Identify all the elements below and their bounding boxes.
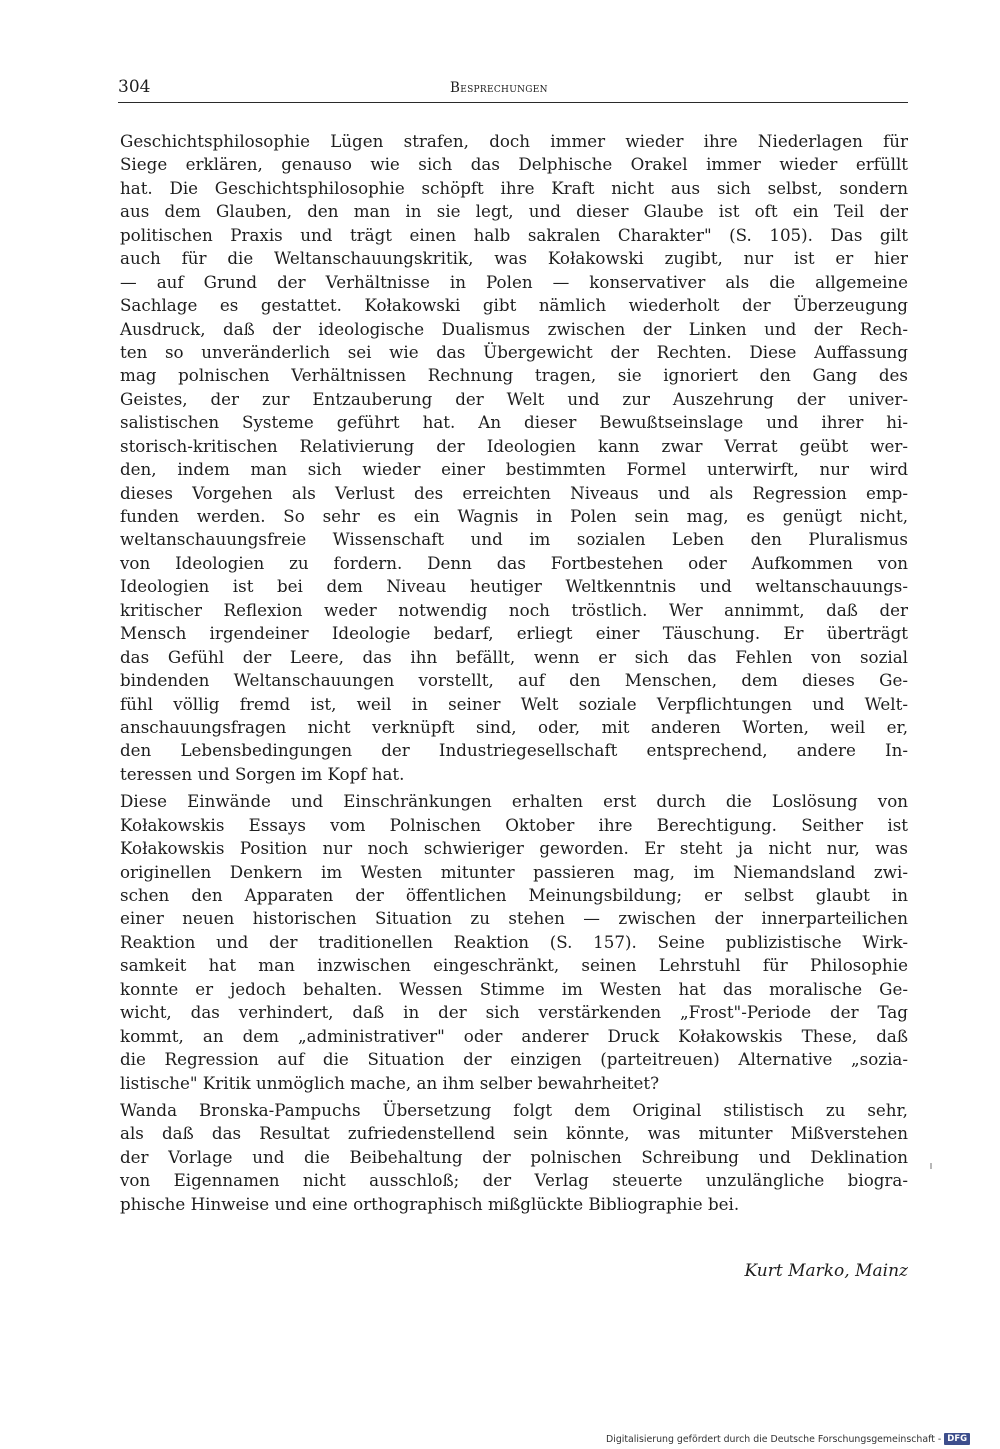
text-line: Diese Einwände und Einschränkungen erhalten erst durch die Loslösung von: [120, 791, 908, 812]
text-line: bindenden Weltanschauungen vorstellt, auf den Menschen, dem dieses Ge-: [120, 670, 908, 691]
text-line: als daß das Resultat zufriedenstellend sein könnte, was mitunter Mißverstehen: [120, 1123, 908, 1144]
text-line: Geschichtsphilosophie Lügen strafen, doch immer wieder ihre Niederlagen für: [120, 131, 908, 151]
text-line: von Eigennamen nicht ausschloß; der Verlag steuerte unzulängliche biogra-: [120, 1170, 908, 1191]
text-line: Geistes, der zur Entzauberung der Welt und zur Auszehrung der univer-: [120, 388, 908, 409]
text-line: auch für die Weltanschauungskritik, was Kołakowski zugibt, nur ist er hier: [120, 248, 908, 269]
paragraph: [120, 790, 908, 1095]
text-line: originellen Denkern im Westen mitunter passieren mag, im Niemandsland zwi-: [120, 861, 908, 882]
text-line: Kołakowskis Essays vom Polnischen Oktober ihre Berechtigung. Seither ist: [120, 814, 908, 835]
text-line: Ideologien ist bei dem Niveau heutiger Weltkenntnis und weltanschauungs-: [120, 576, 908, 597]
text-line: kritischer Reflexion weder notwendig noch tröstlich. Wer annimmt, daß der: [120, 599, 908, 620]
text-line: konnte er jedoch behalten. Wessen Stimme im Westen hat das moralische Ge-: [120, 978, 908, 999]
running-head: Besprechungen: [450, 80, 548, 96]
text-line: kommt, an dem „administrativer" oder anderer Druck Kołakowskis These, daß: [120, 1025, 908, 1046]
paragraph: [120, 1099, 908, 1216]
dfg-logo: DFG: [944, 1433, 970, 1445]
text-line: Reaktion und der traditionellen Reaktion (S. 157). Seine publizistische Wirk-: [120, 931, 908, 952]
text-line: fühl völlig fremd ist, weil in seiner Welt soziale Verpflichtungen und Welt-: [120, 693, 908, 714]
text-line: schen den Apparaten der öffentlichen Meinungsbildung; er selbst glaubt in: [120, 885, 908, 905]
author-signature: Kurt Marko, Mainz: [744, 1261, 908, 1281]
text-line: einer neuen historischen Situation zu stehen — zwischen der innerparteilichen: [120, 908, 908, 929]
text-line: Siege erklären, genauso wie sich das Delphische Orakel immer wieder erfüllt: [120, 154, 908, 175]
paragraph: [120, 130, 908, 786]
text-line: phische Hinweise und eine orthographisch mißglückte Bibliographie bei.: [120, 1193, 740, 1214]
text-line: den Lebensbedingungen der Industriegesellschaft entsprechend, andere In-: [120, 740, 908, 761]
text-line: mag polnischen Verhältnissen Rechnung tragen, sie ignoriert den Gang des: [120, 365, 908, 386]
text-line: — auf Grund der Verhältnisse in Polen — konservativer als die allgemeine: [120, 271, 908, 292]
text-line: Ausdruck, daß der ideologische Dualismus zwischen der Linken und der Rech-: [120, 318, 908, 339]
text-line: das Gefühl der Leere, das ihn befällt, wenn er sich das Fehlen von sozial: [120, 646, 908, 667]
text-line: Mensch irgendeiner Ideologie bedarf, erliegt einer Täuschung. Er überträgt: [120, 623, 908, 644]
text-line: samkeit hat man inzwischen eingeschränkt, seinen Lehrstuhl für Philosophie: [120, 955, 908, 976]
text-line: den, indem man sich wieder einer bestimmten Formel unterwirft, nur wird: [120, 459, 908, 480]
text-line: Sachlage es gestattet. Kołakowski gibt nämlich wiederholt der Überzeugung: [120, 295, 908, 316]
text-line: die Regression auf die Situation der einzigen (parteitreuen) Alternative „sozia-: [120, 1049, 908, 1070]
page-number: 304: [118, 77, 151, 97]
text-line: von Ideologien zu fordern. Denn das Fortbestehen oder Aufkommen von: [120, 552, 908, 573]
page-header: [118, 76, 908, 103]
text-line: Kołakowskis Position nur noch schwieriger geworden. Er steht ja nicht nur, was: [120, 838, 908, 859]
text-line: politischen Praxis und trägt einen halb sakralen Charakter" (S. 105). Das gilt: [120, 224, 908, 245]
text-line: funden werden. So sehr es ein Wagnis in Polen sein mag, es genügt nicht,: [120, 506, 908, 526]
text-line: dieses Vorgehen als Verlust des erreichten Niveaus und als Regression emp-: [120, 482, 908, 503]
text-line: anschauungsfragen nicht verknüpft sind, oder, mit anderen Worten, weil er,: [120, 716, 908, 737]
text-line: weltanschauungsfreie Wissenschaft und im sozialen Leben den Pluralismus: [120, 529, 908, 550]
digitization-credit: [606, 1431, 970, 1447]
text-line: Wanda Bronska-Pampuchs Übersetzung folgt dem Original stilistisch zu sehr,: [120, 1099, 908, 1120]
text-line: aus dem Glauben, den man in sie legt, und dieser Glaube ist oft ein Teil der: [120, 201, 908, 222]
body-text: [120, 130, 908, 1216]
text-line: listische" Kritik unmöglich mache, an ihm selber bewahrheitet?: [120, 1072, 660, 1093]
credit-text: Digitalisierung gefördert durch die Deutsche Forschungsgemeinschaft -: [606, 1433, 942, 1445]
text-line: wicht, das verhindert, daß in der sich verstärkenden „Frost"-Periode der Tag: [120, 1002, 908, 1023]
text-line: ten so unveränderlich sei wie das Übergewicht der Rechten. Diese Auffassung: [120, 341, 908, 362]
margin-mark: [930, 1163, 932, 1169]
text-line: salistischen Systeme geführt hat. An dieser Bewußtseinslage und ihrer hi-: [120, 412, 908, 433]
text-line: der Vorlage und die Beibehaltung der polnischen Schreibung und Deklination: [120, 1146, 908, 1167]
text-line: hat. Die Geschichtsphilosophie schöpft ihre Kraft nicht aus sich selbst, sondern: [120, 177, 908, 198]
text-line: teressen und Sorgen im Kopf hat.: [120, 763, 405, 784]
text-line: storisch-kritischen Relativierung der Ideologien kann zwar Verrat geübt wer-: [120, 435, 908, 456]
